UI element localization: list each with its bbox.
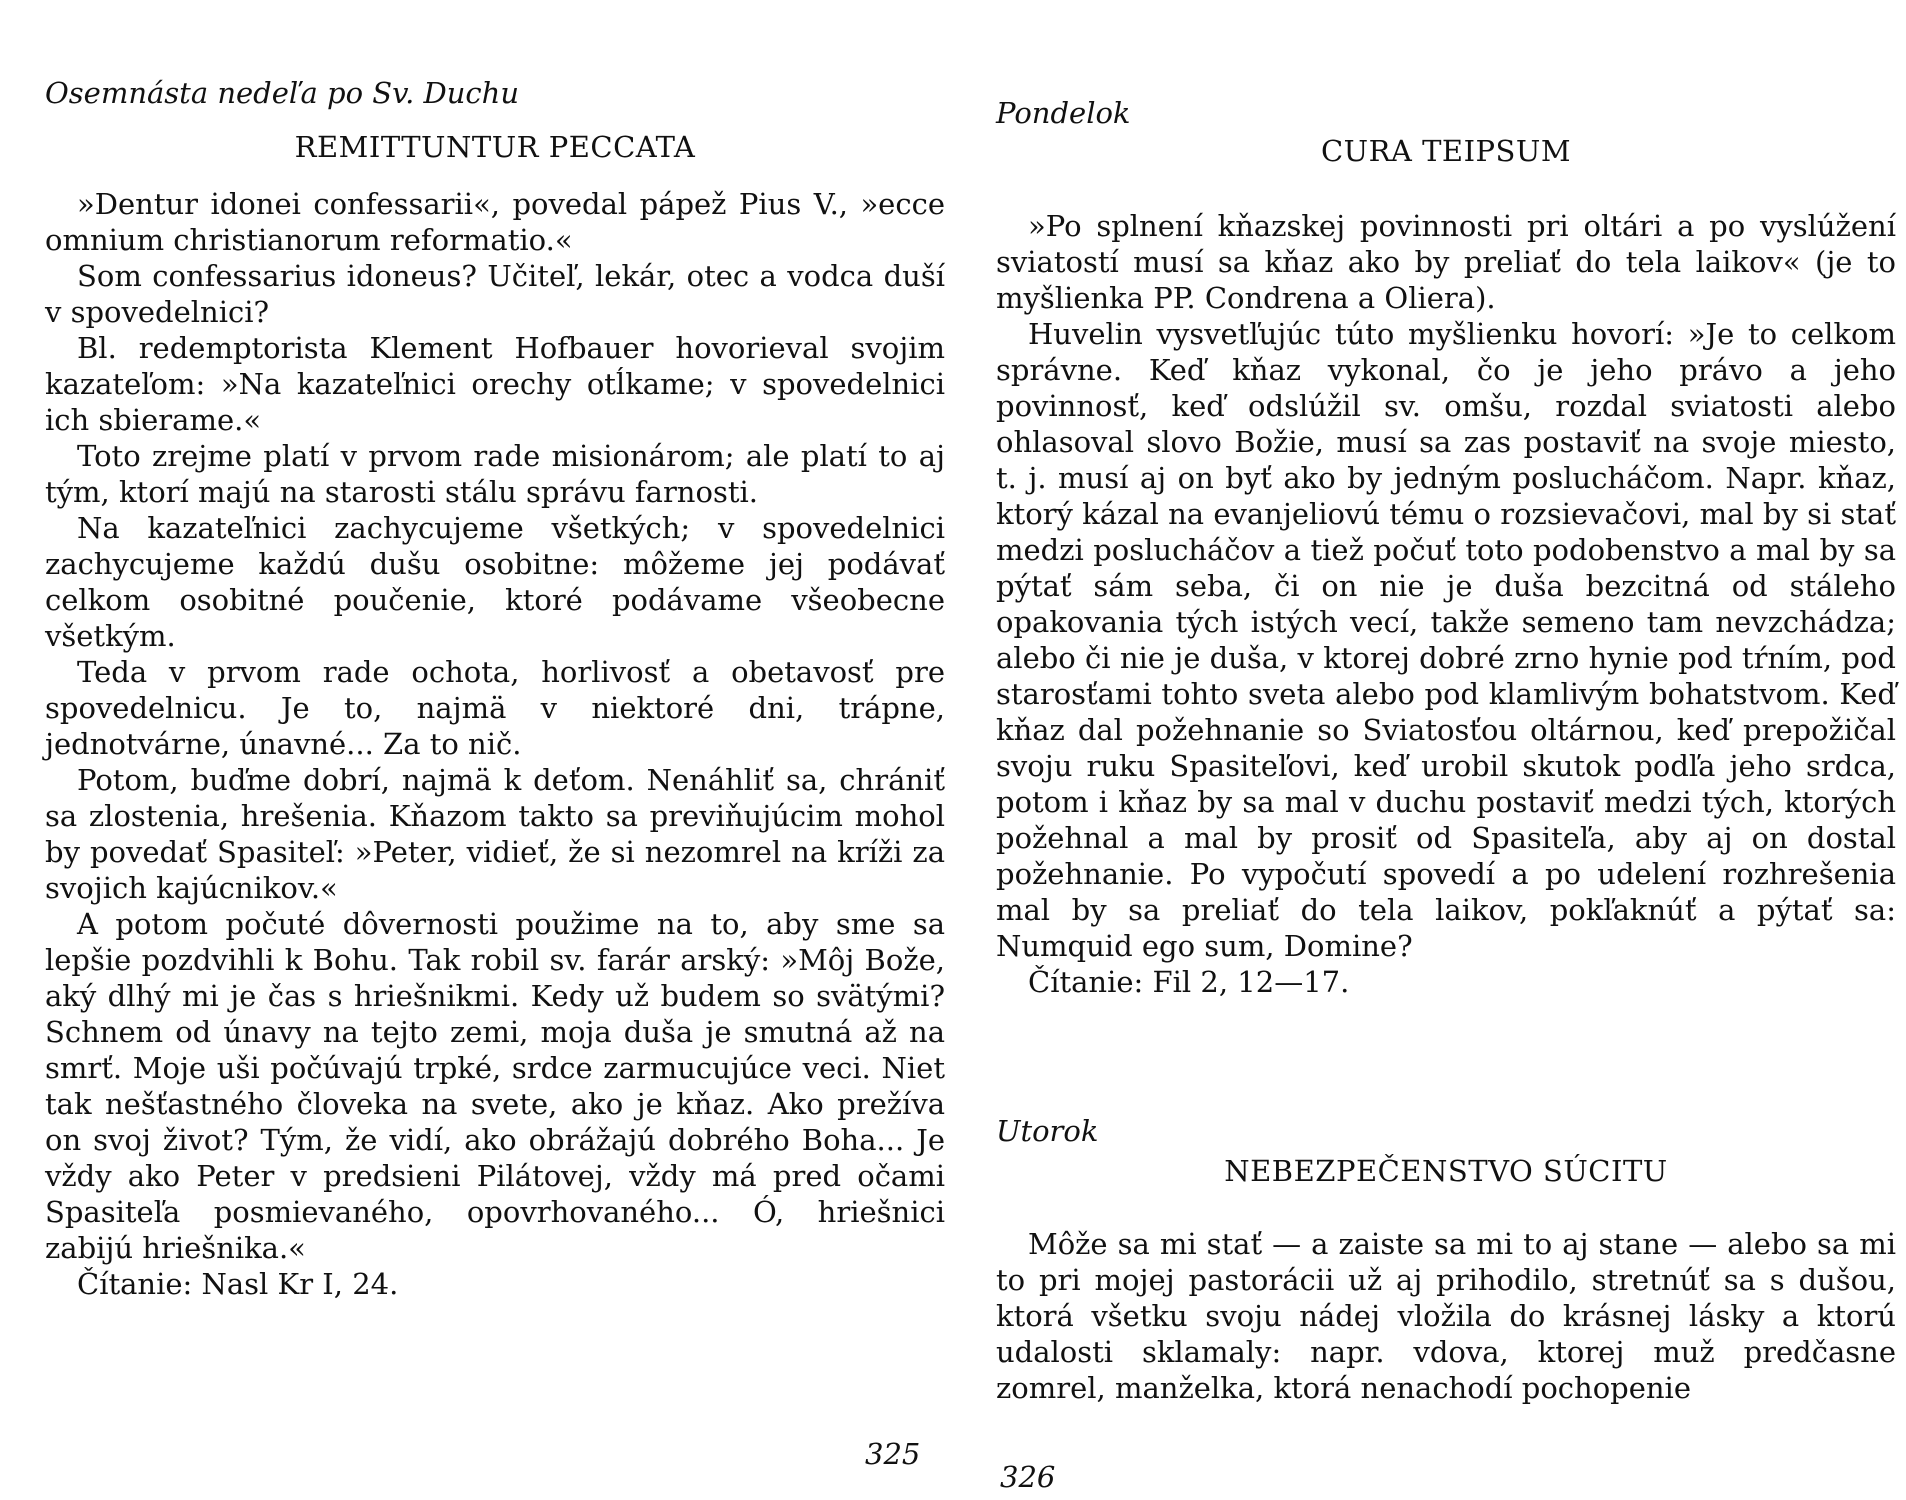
section-body: [996, 1226, 1896, 1406]
paragraph: Teda v prvom rade ochota, horlivosť a obetavosť pre spovedelnicu. Je to, najmä v niektoré dni, trápne, jednotvárne, únavné... Za to nič.: [45, 655, 945, 761]
paragraph: Bl. redemptorista Klement Hofbauer hovorieval svojim kazateľom: »Na kazateľnici orechy otĺkame; v spovedelnici ich sbierame.«: [45, 331, 945, 437]
paragraph: Potom, buďme dobrí, najmä k deťom. Nenáhliť sa, chrániť sa zlostenia, hrešenia. Kňazom takto sa previňujúcim mohol by povedať Spasiteľ: »Peter, vidieť, že si nezomrel na kríži za svojich kajúcnikov.«: [45, 763, 945, 905]
paragraph: Toto zrejme platí v prvom rade misionárom; ale platí to aj tým, ktorí majú na starosti stálu správu farnosti.: [45, 439, 945, 509]
section-heading: Pondelok: [996, 96, 1131, 130]
paragraph: Na kazateľnici zachycujeme všetkých; v spovedelnici zachycujeme každú dušu osobitne: môžeme jej podávať celkom osobitné poučenie, ktoré podávame všeobecne všetkým.: [45, 511, 945, 653]
reading-reference: Čítanie: Nasl Kr I, 24.: [77, 1267, 399, 1301]
section-title: NEBEZPEČENSTVO SÚCITU: [1224, 1154, 1668, 1188]
section-heading: Utorok: [996, 1114, 1099, 1148]
section-title: CURA TEIPSUM: [1320, 134, 1572, 168]
paragraph: Môže sa mi stať — a zaiste sa mi to aj stane — alebo sa mi to pri mojej pastorácii už aj prihodilo, stretnúť sa s dušou, ktorá všetku svoju nádej vložila do krásnej lásky a ktorú udalosti sklamaly: napr. vdova, ktorej muž predčasne zomrel, manželka, ktorá nenachodí pochopenie: [996, 1227, 1896, 1405]
right-page: [996, 0, 1896, 1500]
paragraph: Som confessarius idoneus? Učiteľ, lekár, otec a vodca duší v spovedelnici?: [45, 259, 945, 329]
section-heading: Osemnásta nedeľa po Sv. Duchu: [45, 76, 520, 110]
paragraph: Huvelin vysvetľujúc túto myšlienku hovorí: »Je to celkom správne. Keď kňaz vykonal, čo je jeho právo a jeho povinnosť, keď odslúžil sv. omšu, rozdal sviatosti alebo ohlasoval slovo Božie, musí sa zas postaviť na svoje miesto, t. j. musí aj on byť ako by jedným poslucháčom. Napr. kňaz, ktorý kázal na evanjeliovú tému o rozsievačovi, mal by si stať medzi poslucháčov a tiež počuť toto podobenstvo a mal by sa pýtať sám seba, či on nie je duša bezcitná od stáleho opakovania tých istých vecí, takže semeno tam nevzchádza; alebo či nie je duša, v ktorej dobré zrno hynie pod tŕním, pod starosťami tohto sveta alebo pod klamlivým bohatstvom. Keď kňaz dal požehnanie so Sviatosťou oltárnou, keď prepožičal svoju ruku Spasiteľovi, keď urobil skutok podľa jeho srdca, potom i kňaz by sa mal v duchu postaviť medzi tých, ktorých požehnal a mal by prosiť od Spasiteľa, aby aj on dostal požehnanie. Po vypočutí spovedí a po udelení rozhrešenia mal by sa preliať do tela laikov, pokľaknúť a pýtať sa: Numquid ego sum, Domine?: [996, 317, 1896, 963]
section-title: REMITTUNTUR PECCATA: [294, 130, 696, 164]
reading-reference: Čítanie: Fil 2, 12—17.: [1028, 965, 1350, 999]
page-number: 325: [865, 1437, 921, 1471]
left-page: [45, 0, 945, 1500]
paragraph: »Po splnení kňazskej povinnosti pri oltári a po vyslúžení sviatostí musí sa kňaz ako by preliať do tela laikov« (je to myšlienka PP. Condrena a Oliera).: [996, 209, 1896, 315]
section-body: [45, 186, 945, 1302]
paragraph: A potom počuté dôvernosti použime na to, aby sme sa lepšie pozdvihli k Bohu. Tak robil sv. farár arský: »Môj Bože, aký dlhý mi je čas s hriešnikmi. Kedy už budem so svätými? Schnem od únavy na tejto zemi, moja duša je smutná až na smrť. Moje uši počúvajú trpké, srdce zarmucujúce veci. Niet tak nešťastného človeka na svete, ako je kňaz. Ako prežíva on svoj život? Tým, že vidí, ako obrážajú dobrého Boha... Je vždy ako Peter v predsieni Pilátovej, vždy má pred očami Spasiteľa posmievaného, opovrhovaného... Ó, hriešnici zabijú hriešnika.«: [45, 907, 945, 1265]
page-number: 326: [1000, 1460, 1056, 1494]
paragraph: »Dentur idonei confessarii«, povedal pápež Pius V., »ecce omnium christianorum reformatio.«: [45, 187, 945, 257]
section-body: [996, 208, 1896, 1000]
